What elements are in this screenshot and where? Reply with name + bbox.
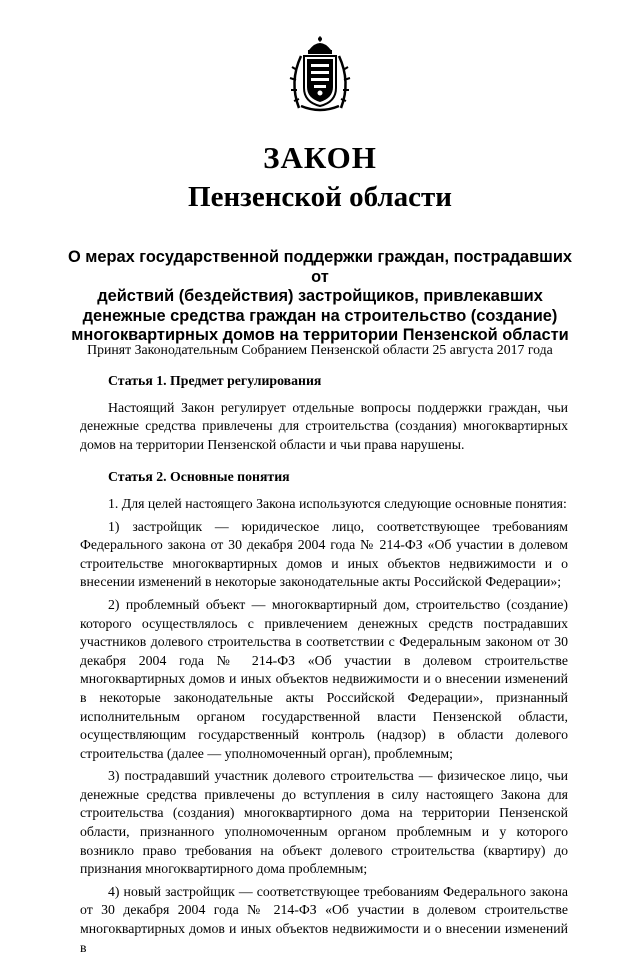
definition-item: 3) пострадавший участник долевого строительства — физическое лицо, чьи денежные средства привлечены до вступления в силу настоящего Закона для строительства (создания) многоквартирного дома на территории Пензенской области, признанного уполномоченным органом проблемным и у которого возникло право требования на объект долевого строительства (квартиру) до признания многоквартирного дома проблемным; [80,768,568,877]
law-heading-line: многоквартирных домов на территории Пензенской области [71,326,569,345]
definition-item: 4) новый застройщик — соответствующее требованиям Федерального закона от 30 декабря 2004 года № 214-ФЗ «Об участии в долевом строительстве многоквартирных домов и иных объектов недвижимости и о внесении изменений в [80,883,568,955]
coat-of-arms-emblem [287,36,353,112]
law-heading-line: О мерах государственной поддержки граждан, пострадавших от [67,248,573,286]
document-region: Пензенской области [188,181,452,213]
document-title: ЗАКОН [263,140,377,175]
definition-item: 2) проблемный объект — многоквартирный дом, строительство (создание) которого осуществлялось с привлечением денежных средств пострадавших участников долевого строительства в соответствии с Федеральным законом от 30 декабря 2004 года № 214-ФЗ «Об участии в долевом строительстве многоквартирных домов и иных объектов недвижимости и о внесении изменений в некоторые законодательные акты Российской Федерации», признанный исполнительным органом государственной власти Пензенской области, осуществляющим государственный контроль (надзор) в области долевого строительства (далее — уполномоченный орган), проблемным; [80,596,568,761]
article-1-heading: Статья 1. Предмет регулирования [108,373,322,388]
law-heading [60,248,580,346]
article-1-text: Настоящий Закон регулирует отдельные вопросы поддержки граждан, чьи денежные средства привлечены для строительства (создания) многоквартирных домов на территории Пензенской области и чьи права нарушены. [80,399,568,452]
law-heading-line: денежные средства граждан на строительство (создание) [82,306,558,325]
article-2-heading: Статья 2. Основные понятия [108,469,290,485]
adoption-note: Принят Законодательным Собранием Пензенской области 25 августа 2017 года [87,342,553,357]
definition-item: 1) застройщик — юридическое лицо, соответствующее требованиям Федерального закона от 30 декабря 2004 года № 214-ФЗ «Об участии в долевом строительстве многоквартирных домов и иных объектов недвижимости и о внесении изменений в некоторые законодательные акты Российской Федерации»; [80,518,568,590]
law-heading-line: действий (бездействия) застройщиков, привлекавших [97,287,543,306]
article-2-intro: 1. Для целей настоящего Закона используются следующие основные понятия: [108,495,567,511]
document-body [80,372,568,957]
